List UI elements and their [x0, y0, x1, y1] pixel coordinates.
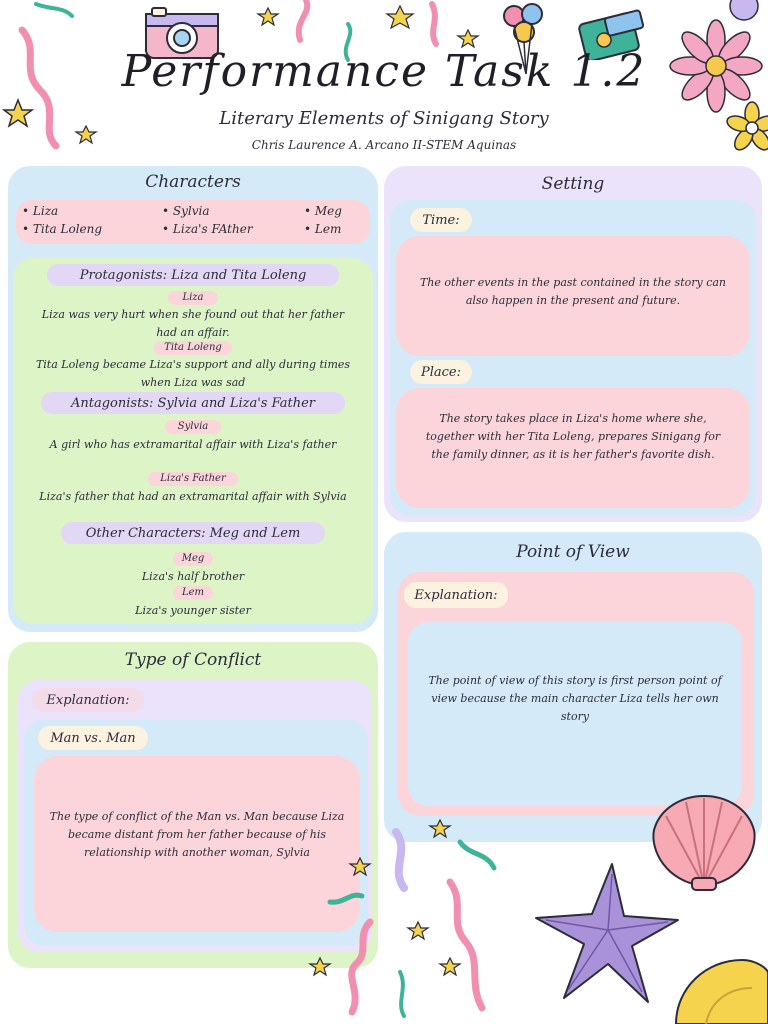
page-subtitle: Literary Elements of Sinigang Story	[219, 108, 549, 129]
character-description: Liza's father that had an extramarital affair with Sylvia	[39, 490, 347, 503]
characters-title: Characters	[145, 172, 241, 192]
character-list	[16, 200, 370, 244]
character-name-label: Lem	[173, 586, 213, 600]
character-name-label: Liza's Father	[148, 472, 238, 486]
character-description: Liza's half brother	[141, 570, 245, 583]
place-label: Place:	[410, 360, 472, 384]
point-of-view-title: Point of View	[516, 542, 630, 562]
author-line: Chris Laurence A. Arcano II-STEM Aquinas	[251, 138, 517, 152]
explanation-label: Explanation:	[32, 688, 144, 712]
protagonists-heading: Protagonists: Liza and Tita Loleng	[47, 264, 339, 286]
type-of-conflict-title: Type of Conflict	[124, 650, 262, 670]
page-title: Performance Task 1.2	[121, 46, 647, 97]
place-box	[396, 388, 750, 508]
setting-title: Setting	[541, 174, 605, 194]
character-description: Tita Loleng became Liza's support and ally during times when Liza was sad	[35, 358, 351, 389]
time-box	[396, 236, 750, 356]
characters-panel	[8, 166, 378, 632]
list-item: • Tita Loleng	[22, 222, 103, 236]
list-item: • Liza's FAther	[162, 222, 253, 236]
list-item: • Liza	[22, 204, 59, 218]
time-label: Time:	[410, 208, 472, 232]
time-text: The other events in the past contained in the story can also happen in the present and future.	[419, 276, 727, 307]
character-name-label: Liza	[168, 291, 218, 305]
character-name-label: Meg	[173, 552, 213, 566]
character-description: A girl who has extramarital affair with Liza's father	[49, 438, 337, 451]
shell-sticker-icon	[666, 948, 768, 1024]
list-item: • Meg	[304, 204, 342, 218]
list-item: • Lem	[304, 222, 342, 236]
other-characters-heading: Other Characters: Meg and Lem	[61, 522, 325, 544]
explanation-box	[408, 622, 742, 806]
point-of-view-details	[398, 572, 754, 816]
conflict-text: The type of conflict of the Man vs. Man because Liza became distant from her father because of his relationship with another woman, Sylvia	[49, 810, 345, 859]
character-name-label: Sylvia	[165, 420, 221, 434]
character-description: Liza's younger sister	[135, 604, 251, 617]
character-name-label: Tita Loleng	[154, 341, 232, 355]
confetti-bottom-icon	[300, 812, 540, 1024]
seashell-sticker-icon	[646, 790, 762, 894]
setting-details	[390, 200, 756, 516]
setting-panel	[384, 166, 762, 522]
point-of-view-text: The point of view of this story is first person point of view because the main character Liza tells her own story	[428, 674, 722, 723]
place-text: The story takes place in Liza's home where she, together with her Tita Loleng, prepares Sinigang for the family dinner, as it is her father's favorite dish.	[425, 412, 721, 461]
antagonists-heading: Antagonists: Sylvia and Liza's Father	[41, 392, 345, 414]
conflict-type-label: Man vs. Man	[38, 726, 148, 750]
character-description: Liza was very hurt when she found out that her father had an affair.	[41, 308, 345, 339]
character-details	[13, 258, 373, 624]
list-item: • Sylvia	[162, 204, 210, 218]
explanation-label: Explanation:	[404, 582, 508, 608]
